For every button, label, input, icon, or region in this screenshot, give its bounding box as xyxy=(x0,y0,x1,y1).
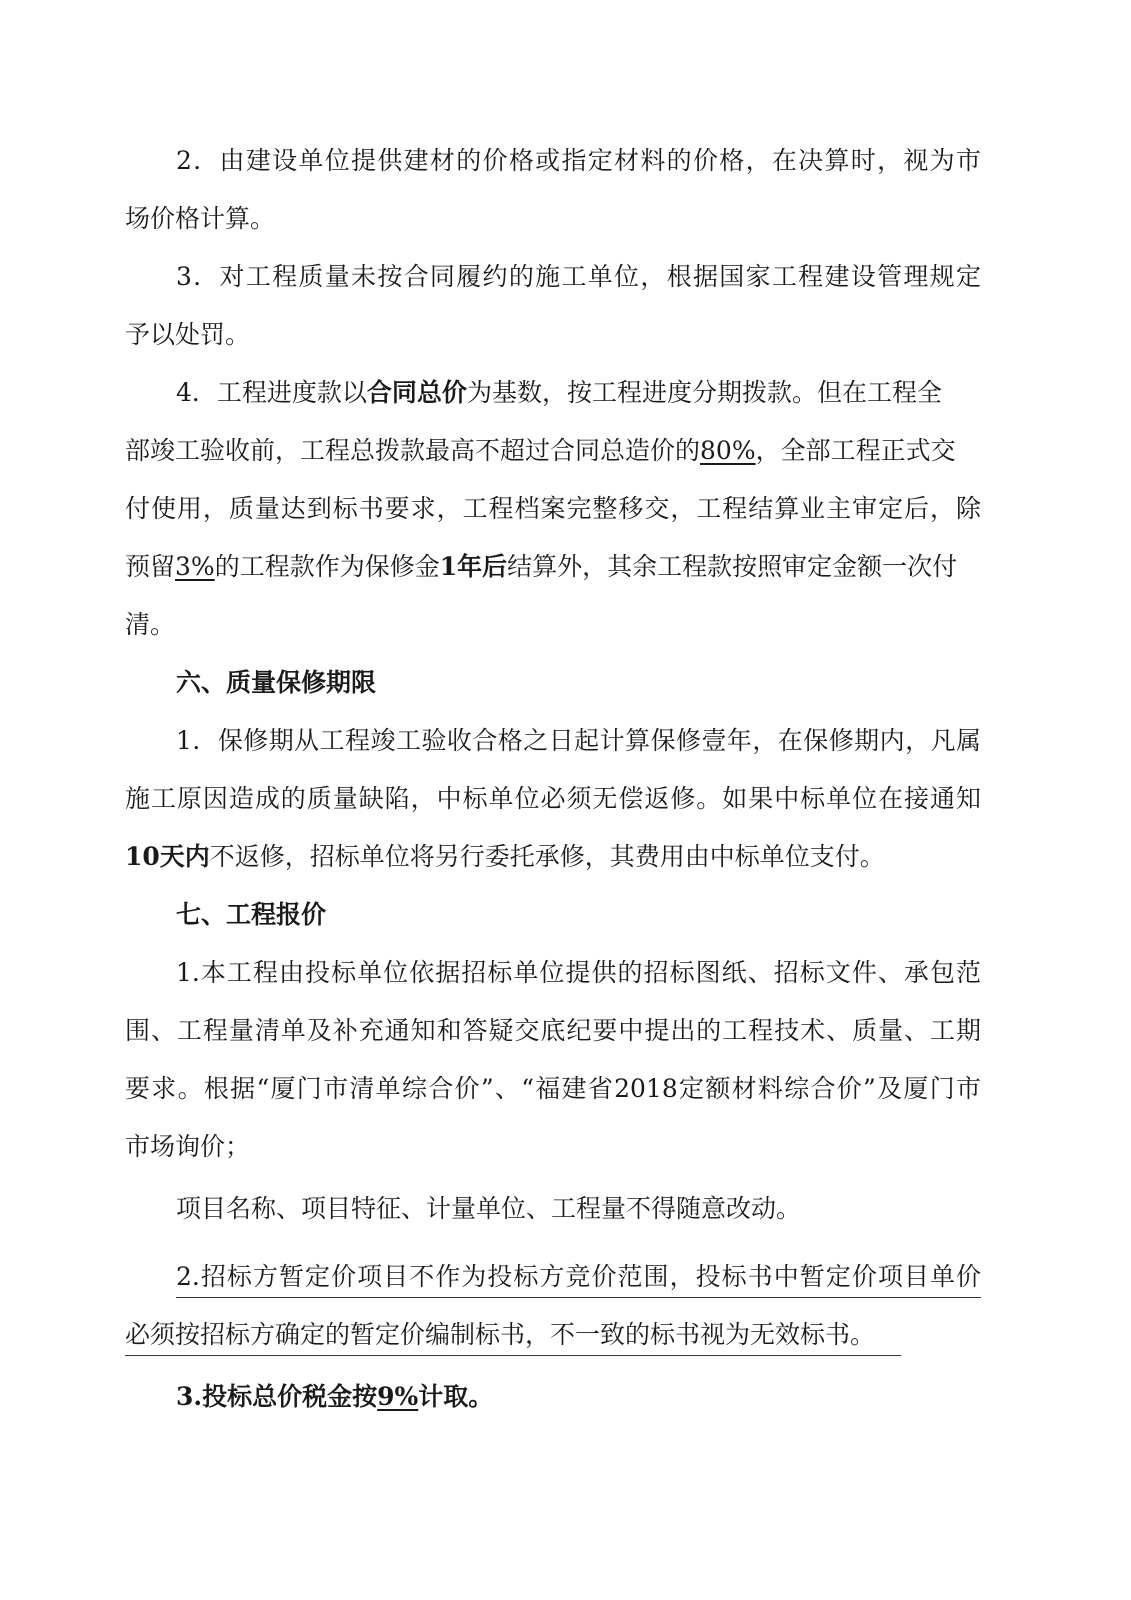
item4-line5: 清。 xyxy=(125,610,176,639)
item3-line2: 予以处罚。 xyxy=(125,320,251,349)
section7-item2-line2: 必须按招标方确定的暂定价编制标书，不一致的标书视为无效标书。 xyxy=(0,1317,1131,1356)
section6-line3: 10天内不返修，招标单位将另行委托承修，其费用由中标单位支付。 xyxy=(125,842,885,871)
section6-line1: 1．保修期从工程竣工验收合格之日起计算保修壹年，在保修期内，凡属 xyxy=(176,726,981,755)
percent-9: 9% xyxy=(377,1382,419,1411)
section6-heading: 六、质量保修期限 xyxy=(176,668,377,697)
section7-item2-line1: 2.招标方暂定价项目不作为投标方竞价范围，投标书中暂定价项目单价 xyxy=(0,1259,1131,1298)
percent-80: 80% xyxy=(700,436,756,465)
item4-line1: 4．工程进度款以合同总价为基数，按工程进度分期拨款。但在工程全 xyxy=(176,378,942,407)
section7-p1-line2: 围、工程量清单及补充通知和答疑交底纪要中提出的工程技术、质量、工期 xyxy=(125,1016,981,1045)
section7-item3: 3.投标总价税金按9%计取。 xyxy=(176,1382,494,1411)
section7-p2: 项目名称、项目特征、计量单位、工程量不得随意改动。 xyxy=(176,1194,802,1223)
section7-p1-line1: 1.本工程由投标单位依据招标单位提供的招标图纸、招标文件、承包范 xyxy=(176,958,981,987)
item4-line3: 付使用，质量达到标书要求，工程档案完整移交，工程结算业主审定后，除 xyxy=(125,494,981,523)
item2-line2: 场价格计算。 xyxy=(125,204,276,233)
item3-line1: 3．对工程质量未按合同履约的施工单位，根据国家工程建设管理规定 xyxy=(176,262,981,291)
section7-p1-line4: 市场询价； xyxy=(125,1132,251,1161)
section7-heading: 七、工程报价 xyxy=(176,900,327,929)
section7-p1-line3: 要求。根据“厦门市清单综合价”、“福建省2018定额材料综合价”及厦门市 xyxy=(125,1074,981,1103)
section6-line2: 施工原因造成的质量缺陷，中标单位必须无偿返修。如果中标单位在接通知 xyxy=(125,784,981,813)
item4-line2: 部竣工验收前，工程总拨款最高不超过合同总造价的80%，全部工程正式交 xyxy=(125,436,956,465)
percent-3: 3% xyxy=(175,552,215,581)
item2-line1: 2．由建设单位提供建材的价格或指定材料的价格，在决算时，视为市 xyxy=(176,146,981,175)
item4-line4: 预留3%的工程款作为保修金1年后结算外，其余工程款按照审定金额一次付 xyxy=(125,552,958,581)
